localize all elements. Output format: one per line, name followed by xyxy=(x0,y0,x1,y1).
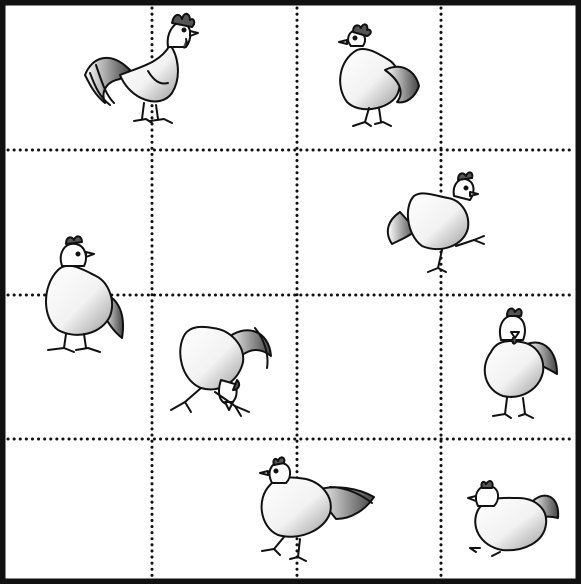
chicken-grid-board xyxy=(0,0,581,584)
chicken-grid-canvas xyxy=(0,0,581,584)
